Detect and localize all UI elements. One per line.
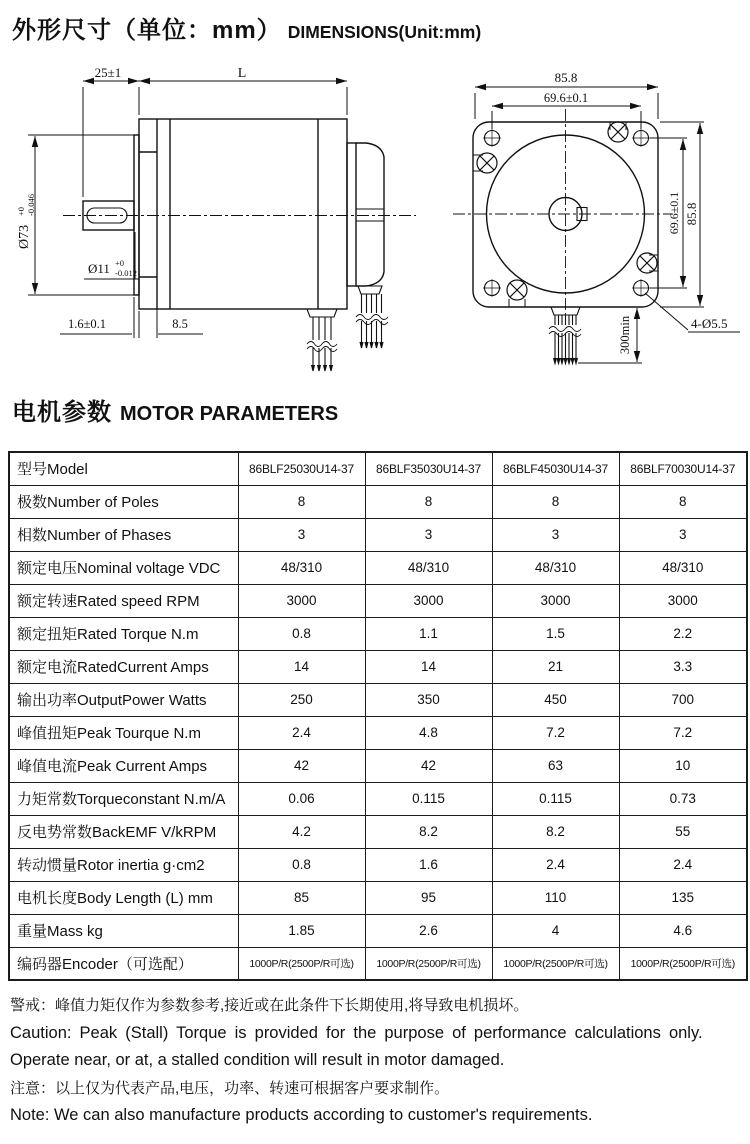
front-cable-bundle — [549, 307, 582, 364]
parameter-value: 1.5 — [492, 617, 619, 650]
parameter-value: 0.8 — [238, 848, 365, 881]
dim-bolt-spacing-v-group — [667, 192, 681, 235]
motor-side-view-drawing — [8, 57, 433, 382]
parameter-label: 转动惯量Rotor inertia g·cm2 — [9, 848, 238, 881]
parameter-value: 4 — [492, 914, 619, 947]
parameter-value: 3000 — [492, 584, 619, 617]
parameter-value: 135 — [619, 881, 747, 914]
caution-note-en-line2: Operate near, or at, a stalled condition will result in motor damaged. — [10, 1051, 505, 1070]
parameter-value: 3.3 — [619, 650, 747, 683]
parameter-label: 型号Model — [9, 452, 238, 485]
parameter-value: 21 — [492, 650, 619, 683]
dim-pilot-diameter: Ø73 — [17, 224, 32, 249]
model-header-row — [9, 452, 747, 485]
parameter-row — [9, 584, 747, 617]
parameter-value: 1.6 — [365, 848, 492, 881]
dimensions-title-en: DIMENSIONS(Unit:mm) — [287, 22, 482, 42]
parameter-label: 峰值电流Peak Current Amps — [9, 749, 238, 782]
dim-cable-length: 300min — [618, 315, 632, 355]
parameter-value: 3 — [365, 518, 492, 551]
parameter-value: 14 — [365, 650, 492, 683]
parameter-value: 85 — [238, 881, 365, 914]
parameter-value: 250 — [238, 683, 365, 716]
parameter-label: 力矩常数Torqueconstant N.m/A — [9, 782, 238, 815]
rear-end-cap — [347, 143, 384, 286]
parameter-row — [9, 650, 747, 683]
parameter-value: 48/310 — [619, 551, 747, 584]
motor-front-view-drawing — [445, 57, 745, 387]
dim-flange-height-group — [684, 203, 699, 226]
parameter-row — [9, 683, 747, 716]
parameter-row — [9, 947, 747, 980]
motor-parameters-section-title — [12, 392, 338, 427]
parameter-value: 3000 — [238, 584, 365, 617]
parameter-label: 峰值扭矩Peak Tourque N.m — [9, 716, 238, 749]
parameter-value: 3 — [238, 518, 365, 551]
parameter-value: 3000 — [365, 584, 492, 617]
parameter-value: 63 — [492, 749, 619, 782]
parameter-value: 95 — [365, 881, 492, 914]
dim-shaft-tol-lower: -0.012 — [115, 268, 137, 278]
parameter-label: 额定扭矩Rated Torque N.m — [9, 617, 238, 650]
parameter-value: 42 — [365, 749, 492, 782]
parameter-value: 450 — [492, 683, 619, 716]
parameter-label: 电机长度Body Length (L) mm — [9, 881, 238, 914]
parameter-value: 2.4 — [238, 716, 365, 749]
parameter-value: 14 — [238, 650, 365, 683]
parameter-row — [9, 815, 747, 848]
parameter-label: 输出功率OutputPower Watts — [9, 683, 238, 716]
dim-bolt-spacing-h: 69.6±0.1 — [543, 91, 589, 105]
dim-pilot-tol-upper: +0 — [16, 206, 26, 216]
parameter-row — [9, 914, 747, 947]
parameter-value: 1.85 — [238, 914, 365, 947]
parameter-row — [9, 848, 747, 881]
dim-mounting-holes: 4-Ø5.5 — [691, 316, 728, 331]
caution-note-en-line1: Caution: Peak (Stall) Torque is provided for the purpose of performance calculations only. — [10, 1023, 703, 1042]
parameter-label: 反电势常数BackEMF V/kRPM — [9, 815, 238, 848]
parameter-row — [9, 782, 747, 815]
parameter-value: 8 — [365, 485, 492, 518]
parameter-value: 3000 — [619, 584, 747, 617]
custom-note-en: Note: We can also manufacture products according to customer's requirements. — [10, 1106, 593, 1125]
parameter-value: 3 — [492, 518, 619, 551]
parameter-row — [9, 551, 747, 584]
parameter-row — [9, 716, 747, 749]
parameter-row — [9, 749, 747, 782]
parameter-value: 2.6 — [365, 914, 492, 947]
dim-flange-height: 85.8 — [684, 202, 699, 226]
custom-note-zh: 注意：以上仅为代表产品,电压，功率、转速可根据客户要求制作。 — [10, 1079, 450, 1097]
rear-wire-bundle — [356, 286, 388, 348]
parameter-value: 1.1 — [365, 617, 492, 650]
dim-body-length: L — [237, 66, 247, 81]
parameter-value: 55 — [619, 815, 747, 848]
parameter-value: 7.2 — [492, 716, 619, 749]
parameter-value: 1000P/R(2500P/R可选) — [619, 947, 747, 980]
parameter-value: 0.8 — [238, 617, 365, 650]
dim-pilot-depth: 8.5 — [172, 317, 188, 331]
dim-pilot-tol-lower: -0.046 — [26, 194, 36, 216]
dim-bolt-spacing-v: 69.6±0.1 — [667, 191, 681, 235]
side-view-outline — [63, 119, 416, 371]
parameter-value: 48/310 — [365, 551, 492, 584]
parameter-value: 0.115 — [365, 782, 492, 815]
footer-notes — [10, 992, 744, 1130]
parameter-value: 86BLF35030U14-37 — [365, 452, 492, 485]
front-view-outline — [453, 109, 673, 364]
parameter-value: 8.2 — [365, 815, 492, 848]
dim-flange-width: 85.8 — [554, 70, 578, 85]
parameter-value: 1000P/R(2500P/R可选) — [492, 947, 619, 980]
parameter-label: 相数Number of Phases — [9, 518, 238, 551]
parameter-value: 2.4 — [492, 848, 619, 881]
parameter-value: 86BLF25030U14-37 — [238, 452, 365, 485]
parameter-value: 10 — [619, 749, 747, 782]
parameter-value: 110 — [492, 881, 619, 914]
parameter-value: 4.2 — [238, 815, 365, 848]
parameter-value: 48/310 — [238, 551, 365, 584]
parameter-value: 8 — [619, 485, 747, 518]
parameter-value: 1000P/R(2500P/R可选) — [238, 947, 365, 980]
parameter-label: 额定电流RatedCurrent Amps — [9, 650, 238, 683]
parameter-row — [9, 881, 747, 914]
dim-shaft-tol-upper: +0 — [115, 258, 125, 268]
dim-shaft-diameter: Ø11 — [88, 261, 110, 276]
dimensions-title-zh: 外形尺寸（单位：mm） — [12, 17, 282, 44]
parameter-value: 2.4 — [619, 848, 747, 881]
parameter-value: 0.06 — [238, 782, 365, 815]
parameter-value: 86BLF45030U14-37 — [492, 452, 619, 485]
parameter-value: 42 — [238, 749, 365, 782]
parameters-title-en: MOTOR PARAMETERS — [120, 403, 339, 425]
parameter-value: 700 — [619, 683, 747, 716]
caution-note-zh: 警戒：峰值力矩仅作为参数参考,接近或在此条件下长期使用,将导致电机损坏。 — [10, 997, 529, 1014]
motor-parameters-table — [8, 451, 748, 981]
dimensions-section-title — [12, 10, 481, 45]
parameter-value: 4.6 — [619, 914, 747, 947]
parameter-label: 重量Mass kg — [9, 914, 238, 947]
parameter-label: 额定转速Rated speed RPM — [9, 584, 238, 617]
bottom-wire-bundle — [307, 309, 337, 371]
mounting-holes — [483, 129, 650, 297]
parameter-value: 4.8 — [365, 716, 492, 749]
parameter-label: 极数Number of Poles — [9, 485, 238, 518]
parameter-row — [9, 485, 747, 518]
parameter-value: 8 — [238, 485, 365, 518]
parameter-value: 0.73 — [619, 782, 747, 815]
parameters-title-zh: 电机参数 — [12, 399, 112, 426]
dim-boss-height: 1.6±0.1 — [67, 317, 107, 331]
parameter-value: 350 — [365, 683, 492, 716]
parameter-value: 48/310 — [492, 551, 619, 584]
parameter-label: 额定电压Nominal voltage VDC — [9, 551, 238, 584]
parameter-value: 1000P/R(2500P/R可选) — [365, 947, 492, 980]
parameter-value: 3 — [619, 518, 747, 551]
parameter-value: 0.115 — [492, 782, 619, 815]
dim-pilot-diameter-group — [16, 194, 36, 249]
dim-cable-length-group — [618, 315, 632, 354]
parameter-value: 8 — [492, 485, 619, 518]
parameter-value: 8.2 — [492, 815, 619, 848]
parameter-label: 编码器Encoder（可选配） — [9, 947, 238, 980]
parameter-value: 2.2 — [619, 617, 747, 650]
dim-shaft-length: 25±1 — [94, 65, 122, 80]
parameter-value: 86BLF70030U14-37 — [619, 452, 747, 485]
parameter-row — [9, 617, 747, 650]
parameter-row — [9, 518, 747, 551]
parameter-value: 7.2 — [619, 716, 747, 749]
